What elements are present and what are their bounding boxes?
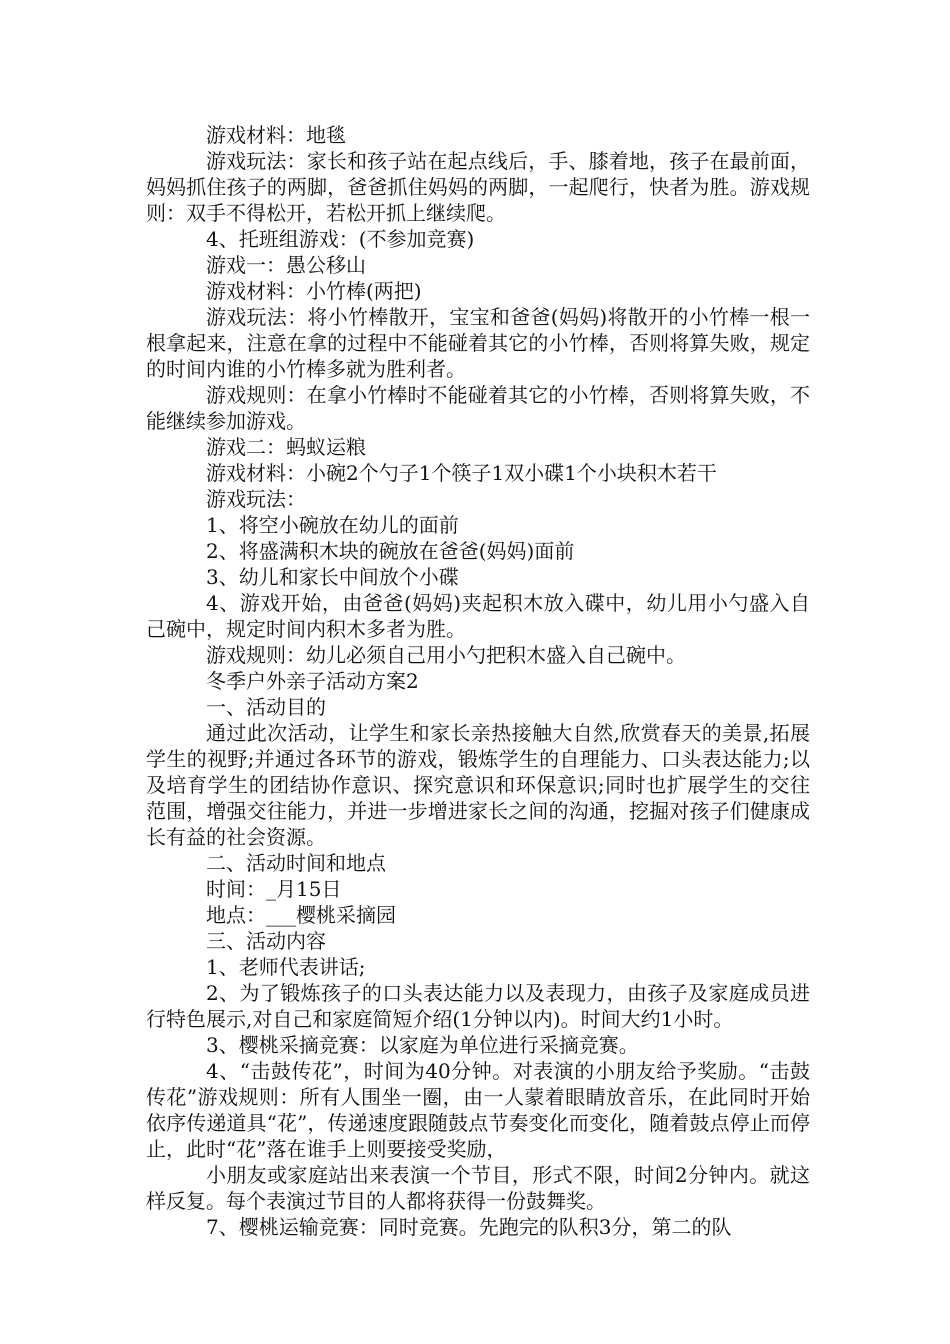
paragraph-activity-purpose: 通过此次活动，让学生和家长亲热接触大自然,欣赏春天的美景,拓展学生的视野;并通过各环节的游戏，锻炼学生的自理能力、口头表达能力;以及培育学生的团结协作意识、探究意识和环保意识;同时也扩展学生的交往范围，增强交往能力，并进一步增进家长之间的沟通，挖掘对孩子们健康成长有益的社会资源。 — [146, 721, 810, 849]
paragraph-game-one-rules: 游戏规则：在拿小竹棒时不能碰着其它的小竹棒，否则将算失败，不能继续参加游戏。 — [146, 383, 810, 433]
document-body — [146, 122, 810, 1240]
paragraph-place: 地点：___樱桃采摘园 — [206, 903, 396, 927]
paragraph-game-one-play: 游戏玩法：将小竹棒散开，宝宝和爸爸(妈妈)将散开的小竹棒一根一根拿起来，注意在拿的过程中不能碰着其它的小竹棒，否则将算失败，规定的时间内谁的小竹棒多就为胜利者。 — [146, 305, 810, 381]
paragraph-game-two-rules: 游戏规则：幼儿必须自己用小勺把积木盛入自己碗中。 — [206, 643, 686, 667]
paragraph-game-two-step-4: 4、游戏开始，由爸爸(妈妈)夹起积木放入碟中，幼儿用小勺盛入自己碗中，规定时间内积木多者为胜。 — [146, 591, 810, 641]
paragraph-content-item-2: 2、为了锻炼孩子的口头表达能力以及表现力，由孩子及家庭成员进行特色展示,对自己和家庭简短介绍(1分钟以内)。时间大约1小时。 — [146, 981, 810, 1031]
paragraph-content-item-7: 7、樱桃运输竞赛：同时竞赛。先跑完的队积3分，第二的队 — [206, 1215, 732, 1239]
paragraph-game-material-carpet: 游戏材料：地毯 — [206, 123, 346, 147]
paragraph-game-two-play-heading: 游戏玩法： — [206, 487, 306, 511]
paragraph-content-item-3: 3、樱桃采摘竞赛：以家庭为单位进行采摘竞赛。 — [206, 1033, 639, 1057]
heading-activity-purpose: 一、活动目的 — [206, 695, 326, 719]
section-title-plan-2: 冬季户外亲子活动方案2 — [206, 669, 419, 693]
paragraph-content-performance: 小朋友或家庭站出来表演一个节目，形式不限，时间2分钟内。就这样反复。每个表演过节目的人都将获得一份鼓舞奖。 — [146, 1163, 810, 1213]
paragraph-time: 时间：_月15日 — [206, 877, 342, 901]
paragraph-game-one-material: 游戏材料：小竹棒(两把) — [206, 279, 422, 303]
paragraph-game-one-title: 游戏一：愚公移山 — [206, 253, 366, 277]
paragraph-game-two-step-3: 3、幼儿和家长中间放个小碟 — [206, 565, 459, 589]
heading-activity-content: 三、活动内容 — [206, 929, 326, 953]
heading-time-and-place: 二、活动时间和地点 — [206, 851, 386, 875]
paragraph-toddler-games-heading: 4、托班组游戏：(不参加竞赛) — [206, 227, 475, 251]
paragraph-game-two-title: 游戏二：蚂蚁运粮 — [206, 435, 366, 459]
paragraph-game-two-material: 游戏材料：小碗2个勺子1个筷子1双小碟1个小块积木若干 — [206, 461, 717, 485]
paragraph-game-two-step-1: 1、将空小碗放在幼儿的面前 — [206, 513, 459, 537]
paragraph-content-item-1: 1、老师代表讲话; — [206, 955, 366, 979]
paragraph-content-item-4: 4、“击鼓传花”，时间为40分钟。对表演的小朋友给予奖励。“击鼓传花”游戏规则：所有人围坐一圈，由一人蒙着眼睛放音乐，在此同时开始依序传递道具“花”，传递速度跟随鼓点节奏变化而变化，随着鼓点停止而停止，此时“花”落在谁手上则要接受奖励， — [146, 1059, 810, 1161]
paragraph-game-two-step-2: 2、将盛满积木块的碗放在爸爸(妈妈)面前 — [206, 539, 575, 563]
paragraph-game-play-crawl: 游戏玩法：家长和孩子站在起点线后，手、膝着地，孩子在最前面，妈妈抓住孩子的两脚，爸爸抓住妈妈的两脚，一起爬行，快者为胜。游戏规则：双手不得松开，若松开抓上继续爬。 — [146, 149, 810, 225]
